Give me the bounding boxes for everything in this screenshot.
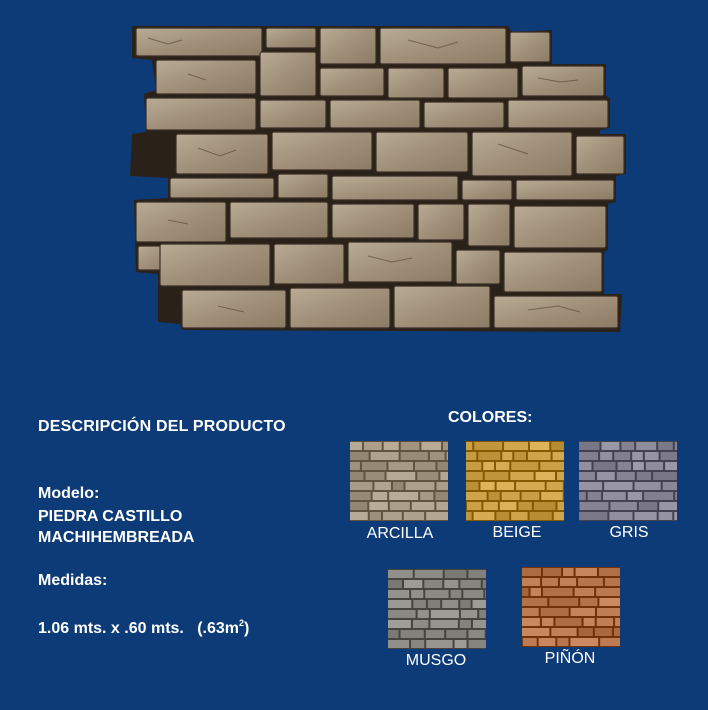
color-label-musgo: MUSGO — [405, 652, 467, 669]
model-name — [38, 506, 194, 548]
color-swatch-pinon — [522, 567, 620, 647]
product-image — [128, 24, 626, 332]
color-label-gris: GRIS — [609, 524, 649, 541]
stone-texture-icon — [579, 441, 677, 521]
stone-texture-icon — [522, 567, 620, 647]
measurements-text: 1.06 mts. x .60 mts. (.63m — [38, 620, 239, 637]
color-swatch-gris — [579, 441, 677, 521]
color-label-pinon: PIÑÓN — [544, 650, 596, 667]
stone-wall-panel-icon — [128, 24, 626, 332]
color-label-arcilla: ARCILLA — [366, 525, 434, 542]
stone-texture-icon — [350, 441, 448, 521]
measurements-close: ) — [244, 620, 250, 637]
stone-texture-icon — [388, 569, 486, 649]
color-swatch-arcilla — [350, 441, 448, 521]
model-name-line-1: PIEDRA CASTILLO — [38, 508, 183, 525]
stone-texture-icon — [466, 441, 564, 521]
measurements-label: Medidas: — [38, 572, 108, 589]
model-name-line-2: MACHIHEMBREADA — [38, 529, 195, 546]
color-swatch-beige — [466, 441, 564, 521]
measurements-value — [38, 618, 249, 638]
colors-title: COLORES: — [448, 409, 533, 426]
color-label-beige: BEIGE — [492, 524, 542, 541]
description-title: DESCRIPCIÓN DEL PRODUCTO — [38, 418, 286, 435]
measurements-superscript: 2 — [239, 618, 245, 628]
model-label: Modelo: — [38, 485, 100, 502]
color-swatch-musgo — [388, 569, 486, 649]
